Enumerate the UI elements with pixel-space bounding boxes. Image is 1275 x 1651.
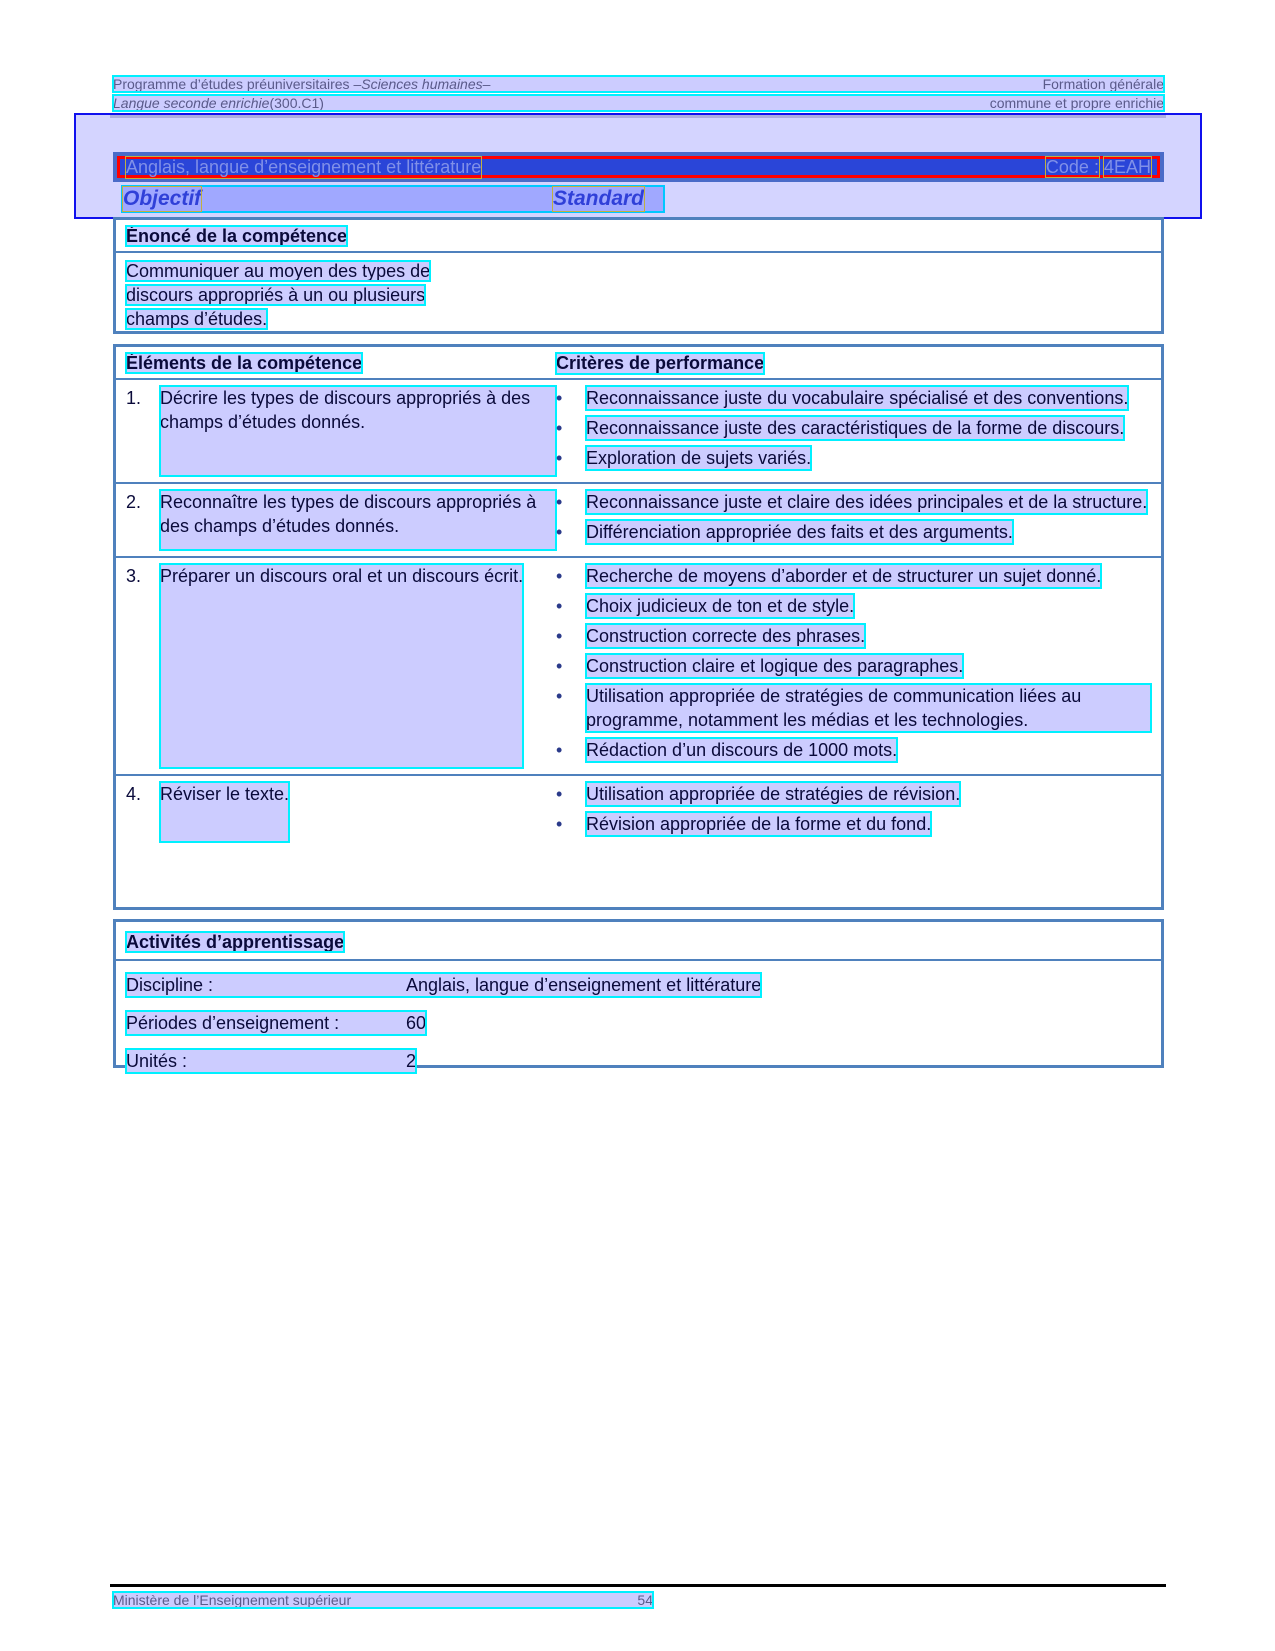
element-number: 4. bbox=[126, 784, 142, 804]
footer-ministry: Ministère de l’Enseignement supérieur bbox=[113, 1592, 352, 1608]
code-label: Code : bbox=[1045, 156, 1099, 177]
header-program-name: Sciences humaines bbox=[361, 76, 483, 92]
activity-label: Périodes d’enseignement : bbox=[126, 1013, 340, 1033]
element-description: Décrire les types de discours appropriés à des champs d’études donnés. bbox=[160, 386, 556, 476]
criterion-item bbox=[556, 386, 1151, 410]
element-description: Réviser le texte. bbox=[160, 782, 289, 842]
element-row bbox=[116, 380, 1161, 484]
bullet-icon: • bbox=[556, 522, 563, 542]
criterion-item bbox=[556, 654, 1151, 678]
bullet-icon: • bbox=[556, 596, 563, 616]
header-formation-2: commune et propre enrichie bbox=[989, 95, 1164, 111]
elements-heading: Éléments de la compétence bbox=[126, 353, 363, 373]
criterion-text: Différenciation appropriée des faits et des arguments. bbox=[586, 522, 1013, 542]
criteria-list bbox=[556, 564, 1151, 768]
criterion-text: Reconnaissance juste des caractéristiques de la forme de discours. bbox=[586, 418, 1125, 438]
criterion-text: Reconnaissance juste et claire des idées principales et de la structure. bbox=[586, 492, 1148, 512]
criterion-item bbox=[556, 446, 1151, 470]
activites-heading: Activités d’apprentissage bbox=[126, 932, 345, 952]
bullet-icon: • bbox=[556, 656, 563, 676]
activites-section bbox=[113, 919, 1164, 1071]
criterion-text: Choix judicieux de ton et de style. bbox=[586, 596, 855, 616]
criterion-item bbox=[556, 594, 1151, 618]
criterion-item bbox=[556, 738, 1151, 762]
header-program: Programme d’études préuniversitaires – bbox=[113, 76, 362, 92]
running-header-line2 bbox=[113, 95, 1164, 111]
element-row bbox=[116, 484, 1161, 558]
element-description: Reconnaître les types de discours appropriés à des champs d’études donnés. bbox=[160, 490, 556, 550]
enonce-line-text: champs d’études. bbox=[126, 309, 268, 329]
criterion-text: Reconnaissance juste du vocabulaire spécialisé et des conventions. bbox=[586, 388, 1129, 408]
element-row bbox=[116, 558, 1161, 776]
bullet-icon: • bbox=[556, 566, 563, 586]
criterion-text: Construction claire et logique des paragraphes. bbox=[586, 656, 964, 676]
course-title bbox=[117, 156, 1160, 178]
activity-item bbox=[126, 1049, 1151, 1073]
bullet-icon: • bbox=[556, 740, 563, 760]
element-row bbox=[116, 776, 1161, 848]
enonce-line-text: discours appropriés à un ou plusieurs bbox=[126, 285, 426, 305]
header-code: (300.C1) bbox=[269, 95, 324, 111]
criterion-text: Rédaction d’un discours de 1000 mots. bbox=[586, 740, 898, 760]
course-code: 4EAH bbox=[1103, 156, 1151, 177]
activity-row bbox=[126, 1011, 426, 1035]
standard-heading: Standard bbox=[553, 187, 645, 210]
page-number: 54 bbox=[637, 1592, 653, 1608]
activity-row bbox=[126, 1049, 416, 1073]
criterion-item bbox=[556, 520, 1151, 544]
criterion-item bbox=[556, 416, 1151, 440]
criterion-item bbox=[556, 684, 1151, 732]
criterion-item bbox=[556, 564, 1151, 588]
criterion-text: Construction correcte des phrases. bbox=[586, 626, 866, 646]
element-number: 3. bbox=[126, 566, 142, 586]
course-name: Anglais, langue d’enseignement et littérature bbox=[126, 156, 482, 177]
enonce-line bbox=[126, 259, 1151, 283]
activity-item bbox=[126, 1011, 1151, 1035]
element-text bbox=[126, 564, 556, 768]
enonce-line bbox=[126, 283, 1151, 307]
criterion-text: Utilisation appropriée de stratégies de révision. bbox=[586, 784, 961, 804]
element-text bbox=[126, 490, 556, 550]
objective-row bbox=[123, 187, 663, 211]
criteria-heading: Critères de performance bbox=[556, 353, 765, 373]
element-number: 1. bbox=[126, 388, 142, 408]
bullet-icon: • bbox=[556, 448, 563, 468]
bullet-icon: • bbox=[556, 492, 563, 512]
bullet-icon: • bbox=[556, 784, 563, 804]
activity-value: Anglais, langue d’enseignement et littérature bbox=[406, 975, 762, 995]
criterion-item bbox=[556, 812, 1151, 836]
criterion-item bbox=[556, 782, 1151, 806]
activity-value: 60 bbox=[406, 1013, 427, 1033]
bullet-icon: • bbox=[556, 626, 563, 646]
activity-value: 2 bbox=[406, 1051, 417, 1071]
activity-label: Unités : bbox=[126, 1051, 188, 1071]
criteria-list bbox=[556, 490, 1151, 550]
criterion-text: Recherche de moyens d’aborder et de structurer un sujet donné. bbox=[586, 566, 1102, 586]
activity-row bbox=[126, 973, 761, 997]
criterion-text: Utilisation appropriée de stratégies de communication liées au programme, notamment les médias et les technologies. bbox=[586, 684, 1151, 732]
element-number: 2. bbox=[126, 492, 142, 512]
criteria-list bbox=[556, 386, 1151, 476]
criterion-item bbox=[556, 490, 1151, 514]
objectif-heading: Objectif bbox=[123, 187, 202, 210]
bullet-icon: • bbox=[556, 418, 563, 438]
footer-rule bbox=[110, 1584, 1166, 1587]
elements-section bbox=[113, 344, 1164, 910]
activity-item bbox=[126, 973, 1151, 997]
enonce-line bbox=[126, 307, 1151, 331]
element-description: Préparer un discours oral et un discours écrit. bbox=[160, 564, 523, 768]
activity-label: Discipline : bbox=[126, 975, 214, 995]
running-header-line1 bbox=[113, 76, 1164, 92]
criterion-text: Exploration de sujets variés. bbox=[586, 448, 812, 468]
enonce-heading: Énoncé de la compétence bbox=[126, 226, 348, 246]
criterion-text: Révision appropriée de la forme et du fond. bbox=[586, 814, 932, 834]
footer bbox=[113, 1592, 653, 1608]
criterion-item bbox=[556, 624, 1151, 648]
bullet-icon: • bbox=[556, 814, 563, 834]
bullet-icon: • bbox=[556, 686, 563, 706]
criteria-list bbox=[556, 782, 1151, 842]
enonce-section bbox=[113, 217, 1164, 334]
header-formation: Formation générale bbox=[1042, 76, 1164, 92]
header-dash: – bbox=[482, 76, 491, 92]
header-language: Langue seconde enrichie bbox=[113, 95, 270, 111]
element-text bbox=[126, 782, 556, 842]
bullet-icon: • bbox=[556, 388, 563, 408]
enonce-text bbox=[116, 253, 1161, 337]
enonce-line-text: Communiquer au moyen des types de bbox=[126, 261, 431, 281]
element-text bbox=[126, 386, 556, 476]
